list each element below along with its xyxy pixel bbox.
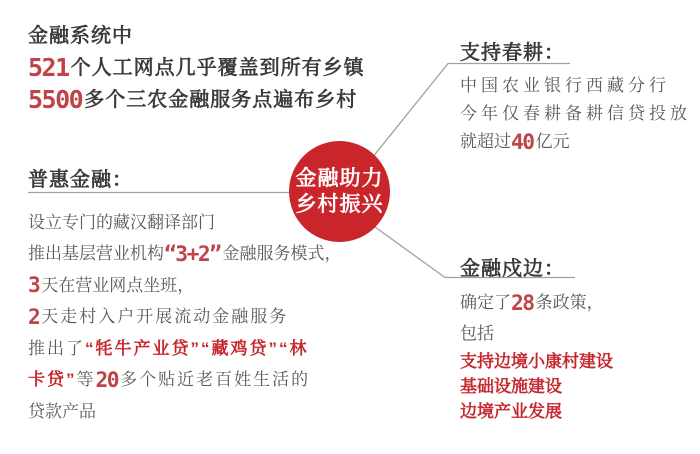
stats-block	[28, 20, 418, 116]
border-defense-body	[460, 288, 690, 424]
text-line	[28, 20, 418, 52]
text-line	[460, 319, 690, 349]
text-line	[460, 349, 690, 374]
highlight-number: “3+2”	[164, 241, 221, 267]
highlight-number: 3	[28, 273, 40, 299]
highlight-text: 支持边境小康村建设	[460, 351, 613, 371]
text-segment: 包括	[460, 323, 494, 343]
center-badge-line2: 乡村振兴	[295, 192, 384, 216]
text-line	[28, 396, 378, 427]
text-line	[460, 399, 690, 424]
highlight-number: 521	[28, 53, 69, 82]
text-segment: 等	[76, 370, 96, 390]
text-line	[28, 84, 418, 116]
highlight-text: 边境产业发展	[460, 401, 562, 421]
border-defense-heading: 金融戍边：	[460, 258, 565, 280]
center-badge-line1: 金融助力	[295, 166, 384, 190]
text-segment: 天走村入户开展流动金融服务	[41, 307, 289, 327]
spring-plowing-heading: 支持春耕：	[460, 42, 565, 64]
text-line	[460, 374, 690, 399]
text-line	[460, 100, 690, 128]
text-segment: 确定了	[460, 293, 511, 312]
text-segment: 推出基层营业机构	[28, 244, 164, 263]
text-line	[28, 238, 378, 270]
text-segment: 中国农业银行西藏分行	[460, 76, 670, 95]
highlight-text: 基础设施建设	[460, 376, 562, 396]
center-badge	[289, 141, 390, 242]
text-segment: 金融系统中	[28, 25, 133, 47]
text-segment: 设立专门的藏汉翻译部门	[28, 213, 215, 232]
text-line	[460, 288, 690, 319]
highlight-number: 40	[511, 129, 534, 155]
text-line	[460, 128, 690, 157]
inclusive-finance-heading: 普惠金融：	[28, 169, 133, 191]
text-segment: 条政策，	[535, 293, 604, 312]
text-line	[460, 72, 690, 100]
text-line	[28, 52, 418, 84]
highlight-number: 2	[28, 305, 40, 331]
spring-plowing-body	[460, 72, 690, 157]
highlight-text: 卡贷”	[28, 370, 77, 390]
highlight-number: 5500	[28, 85, 83, 114]
text-segment: 亿元	[535, 132, 570, 151]
text-segment: 多个贴近老百姓生活的	[120, 370, 311, 390]
text-segment: 金融服务模式，	[222, 244, 342, 263]
text-line	[28, 364, 378, 396]
text-line	[28, 301, 378, 333]
text-segment: 就超过	[460, 132, 511, 151]
highlight-text: “牦牛产业贷”“藏鸡贷”“林	[85, 339, 309, 359]
highlight-number: 20	[95, 367, 119, 393]
text-segment: 多个三农金融服务点遍布乡村	[84, 89, 358, 111]
text-line	[28, 333, 378, 364]
text-line	[28, 270, 378, 302]
text-segment: 推出了	[28, 339, 85, 359]
text-segment: 天在营业网点坐班，	[41, 275, 195, 295]
text-segment: 今年仅春耕备耕信贷投放	[460, 104, 691, 123]
highlight-number: 28	[511, 290, 534, 316]
text-segment: 个人工网点几乎覆盖到所有乡镇	[70, 57, 365, 79]
text-segment: 贷款产品	[28, 401, 96, 421]
